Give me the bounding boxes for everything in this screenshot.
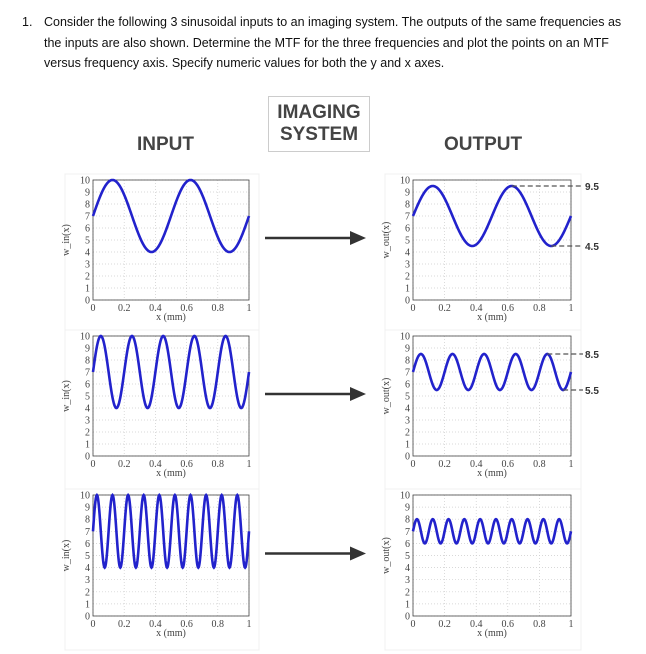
x-tick-label: 0.2 bbox=[438, 459, 451, 470]
x-axis-label: x (mm) bbox=[156, 468, 186, 479]
x-tick-label: 0 bbox=[90, 303, 96, 314]
y-tick-label: 1 bbox=[85, 283, 90, 295]
y-tick-label: 9 bbox=[405, 343, 410, 355]
y-tick-label: 10 bbox=[400, 331, 410, 343]
x-tick-label: 0.6 bbox=[180, 303, 193, 314]
x-tick-label: 0.4 bbox=[469, 303, 483, 314]
y-tick-label: 0 bbox=[85, 295, 90, 307]
x-tick-label: 1 bbox=[568, 303, 574, 314]
y-tick-label: 7 bbox=[85, 367, 90, 379]
x-tick-label: 0 bbox=[410, 619, 416, 630]
x-tick-label: 0.2 bbox=[438, 303, 451, 314]
output-header: OUTPUT bbox=[444, 134, 523, 155]
x-tick-label: 0.6 bbox=[501, 459, 515, 470]
max-level-label: 9.5 bbox=[585, 182, 599, 193]
y-axis-label: w_out(x) bbox=[381, 377, 392, 415]
arrow-head-icon bbox=[350, 231, 366, 245]
y-tick-label: 8 bbox=[85, 514, 90, 526]
y-tick-label: 5 bbox=[405, 391, 410, 403]
y-tick-label: 2 bbox=[85, 427, 90, 439]
x-tick-label: 1 bbox=[246, 459, 252, 470]
y-tick-label: 3 bbox=[405, 575, 410, 587]
y-tick-label: 10 bbox=[80, 175, 90, 187]
y-tick-label: 1 bbox=[85, 599, 90, 611]
y-tick-label: 3 bbox=[85, 415, 90, 427]
x-tick-label: 0.4 bbox=[469, 459, 483, 470]
x-tick-label: 0.8 bbox=[211, 303, 225, 314]
x-tick-label: 0.8 bbox=[211, 459, 225, 470]
question-text: Consider the following 3 sinusoidal inputs to an imaging system. The outputs of the same frequencies as the inputs are also shown. Determine the MTF for the three frequencies and plot the points on an MTF versus frequency axis. Specify numeric values for both the y and x axes. bbox=[44, 15, 622, 70]
x-tick-label: 0.2 bbox=[117, 303, 131, 314]
x-tick-label: 0.2 bbox=[117, 459, 131, 470]
y-tick-label: 7 bbox=[405, 211, 410, 223]
x-tick-label: 1 bbox=[246, 619, 252, 630]
y-tick-label: 0 bbox=[85, 451, 90, 463]
y-tick-label: 2 bbox=[405, 427, 410, 439]
y-tick-label: 9 bbox=[85, 343, 90, 355]
y-tick-label: 0 bbox=[405, 295, 410, 307]
min-level-label: 4.5 bbox=[585, 242, 599, 253]
plot-output-3 bbox=[381, 489, 581, 650]
y-tick-label: 6 bbox=[405, 223, 410, 235]
y-tick-label: 2 bbox=[85, 587, 90, 599]
y-axis-label: w_in(x) bbox=[61, 380, 72, 412]
x-axis-label: x (mm) bbox=[477, 468, 507, 479]
y-tick-label: 9 bbox=[405, 502, 410, 514]
y-tick-label: 10 bbox=[80, 490, 90, 502]
question-number: 1. bbox=[22, 15, 33, 29]
x-tick-label: 0.8 bbox=[211, 619, 225, 630]
y-tick-label: 4 bbox=[405, 403, 410, 415]
x-tick-label: 0.4 bbox=[149, 619, 162, 630]
x-tick-label: 1 bbox=[568, 459, 574, 470]
y-tick-label: 5 bbox=[85, 235, 90, 247]
y-tick-label: 1 bbox=[405, 283, 410, 295]
y-tick-label: 1 bbox=[85, 439, 90, 451]
plot-input-1 bbox=[61, 174, 259, 334]
plot-input-2 bbox=[61, 330, 259, 490]
y-tick-label: 5 bbox=[405, 551, 410, 562]
plot-output-2 bbox=[381, 330, 599, 490]
y-tick-label: 7 bbox=[405, 526, 410, 538]
y-tick-label: 0 bbox=[85, 611, 90, 623]
x-axis-label: x (mm) bbox=[477, 312, 507, 323]
min-level-label: 5.5 bbox=[585, 386, 599, 397]
x-tick-label: 0.6 bbox=[501, 619, 515, 630]
x-tick-label: 0.4 bbox=[469, 619, 483, 630]
y-tick-label: 8 bbox=[405, 199, 410, 211]
y-tick-label: 0 bbox=[405, 611, 410, 623]
x-tick-label: 0.8 bbox=[533, 303, 546, 314]
y-tick-label: 3 bbox=[405, 415, 410, 427]
x-tick-label: 0.8 bbox=[533, 619, 546, 630]
x-tick-label: 0.6 bbox=[501, 303, 515, 314]
y-tick-label: 6 bbox=[85, 223, 90, 235]
x-tick-label: 0.2 bbox=[438, 619, 451, 630]
x-tick-label: 0 bbox=[410, 303, 416, 314]
plot-input-3 bbox=[61, 489, 259, 650]
y-tick-label: 3 bbox=[85, 575, 90, 587]
x-axis-label: x (mm) bbox=[156, 628, 186, 639]
y-tick-label: 8 bbox=[85, 199, 90, 211]
arrow-head-icon bbox=[350, 547, 366, 561]
x-tick-label: 0.6 bbox=[180, 459, 193, 470]
y-tick-label: 4 bbox=[405, 563, 410, 575]
y-tick-label: 8 bbox=[85, 355, 90, 367]
y-tick-label: 4 bbox=[405, 247, 410, 259]
y-tick-label: 10 bbox=[400, 490, 410, 502]
y-tick-label: 10 bbox=[80, 331, 90, 343]
y-axis-label: w_in(x) bbox=[61, 224, 72, 256]
y-tick-label: 2 bbox=[405, 587, 410, 599]
y-tick-label: 6 bbox=[85, 538, 90, 550]
y-tick-label: 8 bbox=[405, 514, 410, 526]
y-tick-label: 6 bbox=[85, 379, 90, 391]
y-tick-label: 9 bbox=[85, 187, 90, 199]
y-axis-label: w_out(x) bbox=[381, 537, 392, 574]
y-axis-label: w_in(x) bbox=[61, 539, 72, 572]
x-axis-label: x (mm) bbox=[477, 628, 507, 639]
y-tick-label: 3 bbox=[85, 259, 90, 271]
y-tick-label: 9 bbox=[85, 502, 90, 514]
y-tick-label: 8 bbox=[405, 355, 410, 367]
y-tick-label: 7 bbox=[85, 211, 90, 223]
y-tick-label: 0 bbox=[405, 451, 410, 463]
y-tick-label: 1 bbox=[405, 599, 410, 611]
x-tick-label: 0.6 bbox=[180, 619, 193, 630]
x-tick-label: 0.4 bbox=[149, 459, 162, 470]
x-tick-label: 0.8 bbox=[533, 459, 546, 470]
y-tick-label: 10 bbox=[400, 175, 410, 187]
imaging-system-line1: IMAGING bbox=[277, 102, 361, 123]
y-tick-label: 5 bbox=[405, 235, 410, 247]
x-tick-label: 0 bbox=[90, 619, 96, 630]
y-tick-label: 4 bbox=[85, 403, 90, 415]
x-tick-label: 0.2 bbox=[117, 619, 131, 630]
imaging-system-line2: SYSTEM bbox=[279, 124, 359, 145]
y-tick-label: 2 bbox=[85, 271, 90, 283]
y-tick-label: 4 bbox=[85, 563, 90, 575]
x-tick-label: 0.4 bbox=[149, 303, 162, 314]
plot-output-1 bbox=[381, 174, 599, 334]
x-axis-label: x (mm) bbox=[156, 312, 186, 323]
y-axis-label: w_out(x) bbox=[381, 221, 392, 259]
y-tick-label: 5 bbox=[85, 551, 90, 562]
y-tick-label: 6 bbox=[405, 538, 410, 550]
y-tick-label: 9 bbox=[405, 187, 410, 199]
max-level-label: 8.5 bbox=[585, 350, 599, 361]
y-tick-label: 7 bbox=[405, 367, 410, 379]
input-header: INPUT bbox=[137, 134, 194, 155]
x-tick-label: 1 bbox=[568, 619, 574, 630]
y-tick-label: 3 bbox=[405, 259, 410, 271]
x-tick-label: 0 bbox=[90, 459, 96, 470]
x-tick-label: 1 bbox=[246, 303, 252, 314]
y-tick-label: 6 bbox=[405, 379, 410, 391]
y-tick-label: 5 bbox=[85, 391, 90, 403]
y-tick-label: 2 bbox=[405, 271, 410, 283]
y-tick-label: 7 bbox=[85, 526, 90, 538]
y-tick-label: 4 bbox=[85, 247, 90, 259]
y-tick-label: 1 bbox=[405, 439, 410, 451]
arrow-head-icon bbox=[350, 387, 366, 401]
x-tick-label: 0 bbox=[410, 459, 416, 470]
